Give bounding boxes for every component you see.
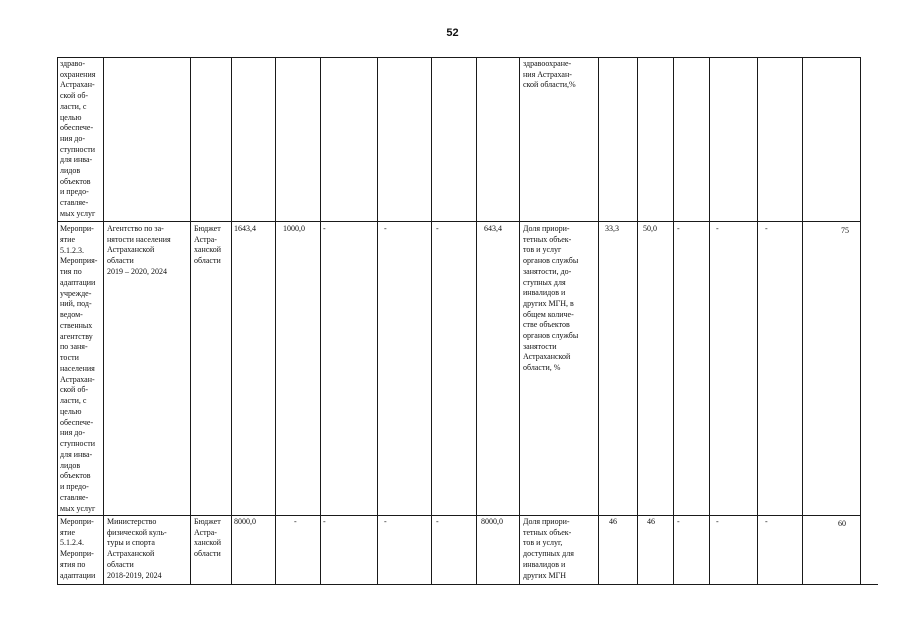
indicator-description: здравоохране- ния Астрахан- ской области,% bbox=[523, 59, 576, 90]
executor-and-period: Министерство физической куль- туры и спорта Астраханской области 2018-2019, 2024 bbox=[107, 517, 167, 580]
executor-and-period: Агентство по за- нятости населения Астраханской области 2019 – 2020, 2024 bbox=[107, 224, 171, 276]
funding-year: - bbox=[436, 517, 439, 526]
indicator-description: Доля приори- тетных объек- тов и услуг, доступных для инвалидов и других МГН bbox=[523, 517, 574, 580]
funding-year: - bbox=[294, 517, 297, 526]
column-border bbox=[802, 57, 803, 584]
row-divider bbox=[57, 221, 860, 222]
funding-total: 8000,0 bbox=[234, 517, 256, 526]
funding-year: 643,4 bbox=[484, 224, 502, 233]
column-border bbox=[377, 57, 378, 584]
indicator-value: 75 bbox=[841, 226, 849, 235]
column-border bbox=[860, 57, 861, 584]
funding-year: - bbox=[323, 224, 326, 233]
table-top-border bbox=[57, 57, 860, 58]
funding-year: - bbox=[323, 517, 326, 526]
funding-year: 1000,0 bbox=[283, 224, 305, 233]
funding-total: 1643,4 bbox=[234, 224, 256, 233]
column-border bbox=[519, 57, 520, 584]
indicator-value: 60 bbox=[838, 519, 846, 528]
table-bottom-border bbox=[57, 584, 878, 585]
indicator-value: 46 bbox=[609, 517, 617, 526]
column-border bbox=[231, 57, 232, 584]
column-border bbox=[320, 57, 321, 584]
column-border bbox=[275, 57, 276, 584]
funding-source: Бюджет Астра- ханской области bbox=[194, 517, 222, 559]
column-border bbox=[709, 57, 710, 584]
column-border bbox=[673, 57, 674, 584]
indicator-value: - bbox=[716, 224, 719, 233]
funding-source: Бюджет Астра- ханской области bbox=[194, 224, 222, 266]
indicator-value: - bbox=[716, 517, 719, 526]
indicator-description: Доля приори- тетных объек- тов и услуг органов службы занятости, до- ступных для инвалидов и других МГН, в общем количе- стве объектов органов службы занятости Астраханской области, % bbox=[523, 224, 579, 373]
funding-year: 8000,0 bbox=[481, 517, 503, 526]
event-description: Меропри- ятие 5.1.2.4. Меропри- ятия по адаптации bbox=[60, 517, 96, 580]
funding-year: - bbox=[436, 224, 439, 233]
event-description: Меропри- ятие 5.1.2.3. Мероприя- тия по адаптации учрежде- ний, под- ведом- ственных агентству по заня- тости населения Астрахан- ской об- ласти, с целью обеспече- ния до- ступности для инва- лидов объектов и предо- ставляе- мых услуг bbox=[60, 224, 98, 513]
column-border bbox=[57, 57, 58, 584]
funding-year: - bbox=[384, 517, 387, 526]
column-border bbox=[476, 57, 477, 584]
indicator-value: - bbox=[765, 517, 768, 526]
indicator-value: - bbox=[677, 224, 680, 233]
column-border bbox=[757, 57, 758, 584]
page-number: 52 bbox=[446, 27, 459, 39]
column-border bbox=[190, 57, 191, 584]
indicator-value: - bbox=[765, 224, 768, 233]
column-border bbox=[431, 57, 432, 584]
column-border bbox=[637, 57, 638, 584]
indicator-value: 46 bbox=[647, 517, 655, 526]
row-divider bbox=[57, 515, 860, 516]
indicator-value: 50,0 bbox=[643, 224, 657, 233]
indicator-value: - bbox=[677, 517, 680, 526]
event-description: здраво- охранения Астрахан- ской об- ласти, с целью обеспече- ния до- ступности для инва- лидов объектов и предо- ставляе- мых услуг bbox=[60, 59, 96, 218]
indicator-value: 33,3 bbox=[605, 224, 619, 233]
funding-year: - bbox=[384, 224, 387, 233]
